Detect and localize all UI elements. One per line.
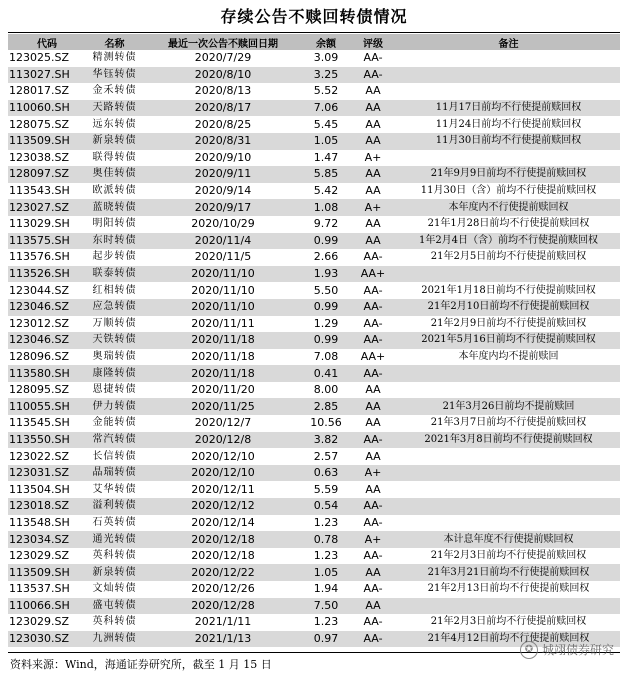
header-note: 备注 — [397, 34, 620, 50]
cell-code: 123038.SZ — [9, 150, 70, 164]
cell-balance: 2.66 — [313, 250, 339, 264]
cell-code: 123044.SZ — [9, 283, 70, 297]
cell-balance: 1.29 — [313, 316, 339, 330]
cell-date: 2020/12/7 — [194, 416, 252, 430]
cell-balance: 1.94 — [313, 582, 339, 596]
cell-date: 2020/12/8 — [143, 432, 303, 449]
cell-code: 123018.SZ — [8, 498, 86, 515]
cell-name: 应急转债 — [86, 299, 143, 316]
cell-rating: AA — [365, 117, 381, 131]
cell-note: 11月30日前均不行使提前赎回权 — [397, 133, 620, 150]
table-row — [8, 465, 620, 482]
header-row — [8, 34, 620, 50]
cell-note — [397, 150, 620, 167]
cell-rating: A+ — [349, 465, 397, 482]
cell-note — [397, 365, 620, 382]
cell-balance: 7.08 — [313, 349, 339, 363]
cell-code: 128075.SZ — [9, 117, 70, 131]
table-row — [8, 150, 620, 167]
cell-date: 2020/9/17 — [143, 199, 303, 216]
cell-name: 金禾转债 — [92, 85, 137, 97]
cell-rating: AA — [365, 217, 381, 231]
cell-rating: AA- — [349, 631, 397, 648]
cell-name: 天铁转债 — [86, 332, 143, 349]
cell-date: 2020/8/25 — [194, 117, 252, 131]
cell-rating: AA- — [349, 332, 397, 349]
cell-date: 2020/11/10 — [191, 283, 255, 297]
cell-date: 2021/1/11 — [194, 615, 252, 629]
cell-code: 113027.SH — [8, 67, 86, 84]
table-row — [8, 432, 620, 449]
cell-note — [397, 498, 620, 515]
cell-balance: 5.50 — [313, 283, 339, 297]
cell-name: 伊力转债 — [86, 398, 143, 415]
cell-date: 2020/12/14 — [191, 515, 255, 529]
cell-code: 123022.SZ — [9, 449, 70, 463]
cell-code: 113543.SH — [9, 184, 70, 198]
cell-rating: AA — [349, 233, 397, 250]
cell-date: 2020/8/10 — [143, 67, 303, 84]
cell-name: 华钰转债 — [86, 67, 143, 84]
cell-date: 2020/9/10 — [194, 150, 252, 164]
header-date: 最近一次公告不赎回日期 — [143, 34, 303, 50]
cell-name: 常汽转债 — [86, 432, 143, 449]
header-balance: 余额 — [303, 34, 349, 50]
table-row — [8, 349, 620, 366]
cell-rating: AA- — [349, 67, 397, 84]
cell-balance: 0.99 — [303, 233, 349, 250]
cell-rating: AA- — [363, 283, 383, 297]
cell-rating: AA- — [349, 498, 397, 515]
cell-note — [397, 481, 620, 498]
cell-name: 通光转债 — [86, 531, 143, 548]
cell-code: 113548.SH — [9, 515, 70, 529]
cell-date: 2020/11/10 — [143, 266, 303, 283]
cell-date: 2020/10/29 — [191, 217, 255, 231]
cell-name: 九洲转债 — [86, 631, 143, 648]
cell-note: 21年3月26日前均不提前赎回 — [397, 398, 620, 415]
cell-date: 2020/8/17 — [143, 100, 303, 117]
table-row — [8, 365, 620, 382]
cell-date: 2020/12/11 — [191, 482, 255, 496]
cell-balance: 1.93 — [303, 266, 349, 283]
cell-balance: 9.72 — [313, 217, 339, 231]
cell-code: 113580.SH — [8, 365, 86, 382]
table-row — [8, 614, 620, 631]
table-row — [8, 548, 620, 565]
cell-balance: 5.52 — [313, 84, 339, 98]
cell-code: 123012.SZ — [9, 316, 70, 330]
cell-note — [397, 266, 620, 283]
table-row — [8, 50, 620, 67]
cell-balance: 1.23 — [313, 549, 339, 563]
cell-balance: 8.00 — [313, 383, 339, 397]
cell-date: 2020/11/18 — [191, 349, 255, 363]
cell-code: 123046.SZ — [8, 332, 86, 349]
cell-balance: 0.78 — [303, 531, 349, 548]
cell-note: 21年2月5日前均不行使提前赎回权 — [430, 251, 587, 263]
cell-rating: AA — [349, 100, 397, 117]
cell-name: 溢利转债 — [86, 498, 143, 515]
cell-note: 11月24日前均不行使提前赎回权 — [435, 118, 582, 130]
cell-rating: AA- — [363, 316, 383, 330]
cell-date: 2020/12/12 — [143, 498, 303, 515]
cell-code: 123029.SZ — [9, 549, 70, 563]
cell-code: 113509.SH — [8, 564, 86, 581]
cell-name: 新泉转债 — [86, 564, 143, 581]
cell-balance: 3.09 — [313, 51, 339, 65]
cell-date: 2020/11/25 — [143, 398, 303, 415]
table-row — [8, 531, 620, 548]
cell-date: 2020/12/10 — [143, 465, 303, 482]
cell-code: 123025.SZ — [9, 51, 70, 65]
source-note: 资料来源：Wind，海通证券研究所，截至 1 月 15 日 — [10, 658, 272, 671]
cell-name: 蓝晓转债 — [86, 199, 143, 216]
cell-rating: AA- — [363, 582, 383, 596]
cell-balance: 10.56 — [310, 416, 342, 430]
cell-balance: 0.97 — [303, 631, 349, 648]
cell-code: 113509.SH — [8, 133, 86, 150]
cell-date: 2020/9/14 — [194, 184, 252, 198]
table-row — [8, 249, 620, 266]
cell-code: 128097.SZ — [8, 166, 86, 183]
cell-note: 2021年3月8日前均不行使提前赎回权 — [397, 432, 620, 449]
cell-name: 东时转债 — [86, 233, 143, 250]
table-row — [8, 67, 620, 84]
cell-rating: AA — [349, 398, 397, 415]
cell-balance: 1.23 — [313, 615, 339, 629]
cell-code: 110055.SH — [8, 398, 86, 415]
cell-code: 113576.SH — [9, 250, 70, 264]
header-name: 名称 — [86, 34, 143, 50]
cell-note — [397, 515, 620, 532]
table-row — [8, 564, 620, 581]
cell-name: 远东转债 — [92, 118, 137, 130]
cell-date: 2020/11/20 — [191, 383, 255, 397]
cell-date: 2020/12/10 — [191, 449, 255, 463]
cell-name: 新泉转债 — [86, 133, 143, 150]
table-row — [8, 116, 620, 133]
cell-balance: 2.57 — [313, 449, 339, 463]
cell-code: 123030.SZ — [8, 631, 86, 648]
table-row — [8, 100, 620, 117]
cell-rating: AA- — [363, 615, 383, 629]
cell-code: 123034.SZ — [8, 531, 86, 548]
cell-name: 奥瑞转债 — [92, 350, 137, 362]
cell-date: 2020/12/22 — [143, 564, 303, 581]
cell-balance: 5.45 — [313, 117, 339, 131]
table-row — [8, 515, 620, 532]
cell-date: 2020/11/18 — [143, 365, 303, 382]
cell-rating: AA — [365, 416, 381, 430]
cell-note — [397, 50, 620, 67]
cell-rating: AA- — [349, 432, 397, 449]
cell-code: 110066.SH — [8, 598, 86, 615]
cell-name: 石英转债 — [92, 516, 137, 528]
cell-code: 128095.SZ — [9, 383, 70, 397]
cell-code: 123046.SZ — [8, 299, 86, 316]
cell-date: 2020/12/28 — [143, 598, 303, 615]
header-code: 代码 — [8, 34, 86, 50]
cell-note: 21年3月21日前均不行使提前赎回权 — [397, 564, 620, 581]
cell-note: 21年1月28日前均不行使提前赎回权 — [427, 218, 590, 230]
cell-rating: AA — [365, 84, 381, 98]
cell-note: 1年2月4日（含）前均不行使提前赎回权 — [397, 233, 620, 250]
cell-balance: 0.54 — [303, 498, 349, 515]
cell-code: 113526.SH — [8, 266, 86, 283]
cell-balance: 7.06 — [303, 100, 349, 117]
cell-rating: AA+ — [360, 349, 386, 363]
cell-date: 2021/1/13 — [143, 631, 303, 648]
cell-balance: 1.08 — [303, 199, 349, 216]
cell-note: 本计息年度不行使提前赎回权 — [397, 531, 620, 548]
cell-name: 恩捷转债 — [92, 384, 137, 396]
cell-code: 128017.SZ — [9, 84, 70, 98]
cell-balance: 5.42 — [313, 184, 339, 198]
cell-rating: AA — [365, 383, 381, 397]
cell-note: 21年2月3日前均不行使提前赎回权 — [430, 616, 587, 628]
cell-date: 2020/8/31 — [143, 133, 303, 150]
table-row — [8, 299, 620, 316]
table-row — [8, 498, 620, 515]
table-row — [8, 83, 620, 100]
cell-note: 本年度内不行使提前赎回权 — [397, 199, 620, 216]
cell-note: 2021年1月18日前均不行使提前赎回权 — [421, 284, 596, 296]
cell-date: 2020/11/4 — [143, 233, 303, 250]
cell-balance: 5.85 — [303, 166, 349, 183]
cell-note: 本年度内均不提前赎回 — [458, 350, 559, 362]
table-row — [8, 481, 620, 498]
table-row — [8, 448, 620, 465]
cell-name: 长信转债 — [92, 450, 137, 462]
table-row — [8, 216, 620, 233]
cell-balance: 5.59 — [313, 482, 339, 496]
cell-note — [397, 598, 620, 615]
cell-rating: AA- — [363, 51, 383, 65]
cell-name: 晶瑞转债 — [86, 465, 143, 482]
cell-date: 2020/8/13 — [194, 84, 252, 98]
cell-note: 2021年5月16日前均不行使提前赎回权 — [397, 332, 620, 349]
cell-note: 21年2月10日前均不行使提前赎回权 — [397, 299, 620, 316]
cell-note: 21年2月9日前均不行使提前赎回权 — [430, 317, 587, 329]
cell-code: 113504.SH — [9, 482, 70, 496]
cell-rating: AA — [349, 564, 397, 581]
cell-date: 2020/11/10 — [143, 299, 303, 316]
cell-code: 110060.SH — [8, 100, 86, 117]
watermark — [520, 638, 614, 662]
cell-name: 盛屯转债 — [86, 598, 143, 615]
cell-rating: A+ — [349, 199, 397, 216]
cell-code: 123031.SZ — [8, 465, 86, 482]
cell-name: 英科转债 — [92, 616, 137, 628]
cell-name: 起步转债 — [92, 251, 137, 263]
table-row — [8, 316, 620, 333]
cell-note: 21年4月12日前均不行使提前赎回权 — [397, 631, 620, 648]
cell-note — [397, 67, 620, 84]
cell-note: 21年3月7日前均不行使提前赎回权 — [430, 417, 587, 429]
table-row — [8, 398, 620, 415]
cell-code: 113537.SH — [9, 582, 70, 596]
cell-rating: AA+ — [349, 266, 397, 283]
cell-rating: AA- — [349, 299, 397, 316]
table-row — [8, 133, 620, 150]
cell-code: 113550.SH — [8, 432, 86, 449]
cell-name: 奥佳转债 — [86, 166, 143, 183]
cell-balance: 1.05 — [303, 564, 349, 581]
watermark-text: 城翊债券研究 — [541, 643, 614, 657]
cell-date: 2020/11/5 — [194, 250, 252, 264]
cell-rating: AA- — [363, 515, 383, 529]
cell-date: 2020/11/18 — [143, 332, 303, 349]
cell-code: 123027.SZ — [8, 199, 86, 216]
cell-date: 2020/9/11 — [143, 166, 303, 183]
cell-rating: AA — [365, 449, 381, 463]
table-row — [8, 199, 620, 216]
cell-name: 红相转债 — [92, 284, 137, 296]
cell-code: 113575.SH — [8, 233, 86, 250]
cell-code: 113029.SH — [9, 217, 70, 231]
table-row — [8, 282, 620, 299]
cell-name: 文灿转债 — [92, 583, 137, 595]
cell-balance: 0.41 — [303, 365, 349, 382]
cell-balance: 2.85 — [303, 398, 349, 415]
cell-name: 欧派转债 — [92, 185, 137, 197]
cell-rating: A+ — [364, 150, 382, 164]
cell-rating: AA — [349, 598, 397, 615]
cell-name: 精测转债 — [92, 52, 137, 64]
table-row — [8, 166, 620, 183]
cell-rating: AA- — [349, 365, 397, 382]
cell-date: 2020/12/18 — [191, 549, 255, 563]
top-rule — [8, 32, 620, 33]
table-row — [8, 266, 620, 283]
cell-code: 113545.SH — [9, 416, 70, 430]
cell-name: 金能转债 — [92, 417, 137, 429]
bond-table — [8, 34, 620, 647]
table-row — [8, 332, 620, 349]
cell-balance: 3.25 — [303, 67, 349, 84]
cell-name: 明阳转债 — [92, 218, 137, 230]
cell-rating: AA- — [363, 549, 383, 563]
cell-note: 21年9月9日前均不行使提前赎回权 — [397, 166, 620, 183]
cell-balance: 0.63 — [303, 465, 349, 482]
cell-balance: 0.99 — [303, 332, 349, 349]
cell-note: 11月17日前均不行使提前赎回权 — [397, 100, 620, 117]
table-row — [8, 415, 620, 432]
cell-rating: AA- — [363, 250, 383, 264]
cell-balance: 3.82 — [303, 432, 349, 449]
cell-date: 2020/12/18 — [143, 531, 303, 548]
table-title: 存续公告不赎回转债情况 — [220, 7, 408, 26]
cell-rating: AA — [365, 184, 381, 198]
cell-name: 艾华转债 — [92, 483, 137, 495]
table-row — [8, 598, 620, 615]
cell-note: 21年2月13日前均不行使提前赎回权 — [427, 583, 590, 595]
cell-rating: AA — [349, 133, 397, 150]
cell-rating: A+ — [349, 531, 397, 548]
cell-balance: 1.47 — [313, 150, 339, 164]
cell-name: 英科转债 — [92, 550, 137, 562]
cell-name: 联得转债 — [92, 151, 137, 163]
cell-code: 123029.SZ — [9, 615, 70, 629]
cell-balance: 1.23 — [313, 515, 339, 529]
cell-name: 康隆转债 — [86, 365, 143, 382]
cell-note: 21年2月3日前均不行使提前赎回权 — [430, 550, 587, 562]
wechat-icon: ✪ — [520, 641, 538, 659]
cell-note — [397, 448, 620, 465]
table-row — [8, 233, 620, 250]
cell-note — [397, 465, 620, 482]
table-row — [8, 382, 620, 399]
cell-date: 2020/12/26 — [191, 582, 255, 596]
table-row — [8, 183, 620, 200]
header-rating: 评级 — [349, 34, 397, 50]
cell-balance: 7.50 — [303, 598, 349, 615]
cell-note — [397, 83, 620, 100]
cell-note — [397, 382, 620, 399]
cell-rating: AA — [365, 482, 381, 496]
cell-name: 联泰转债 — [86, 266, 143, 283]
cell-rating: AA — [349, 166, 397, 183]
cell-balance: 1.05 — [303, 133, 349, 150]
cell-code: 128096.SZ — [9, 349, 70, 363]
table-row — [8, 581, 620, 598]
cell-name: 万顺转债 — [92, 317, 137, 329]
cell-name: 天路转债 — [86, 100, 143, 117]
cell-note: 11月30日（含）前均不行使提前赎回权 — [420, 185, 597, 197]
cell-date: 2020/11/11 — [191, 316, 255, 330]
cell-date: 2020/7/29 — [194, 51, 252, 65]
cell-balance: 0.99 — [303, 299, 349, 316]
